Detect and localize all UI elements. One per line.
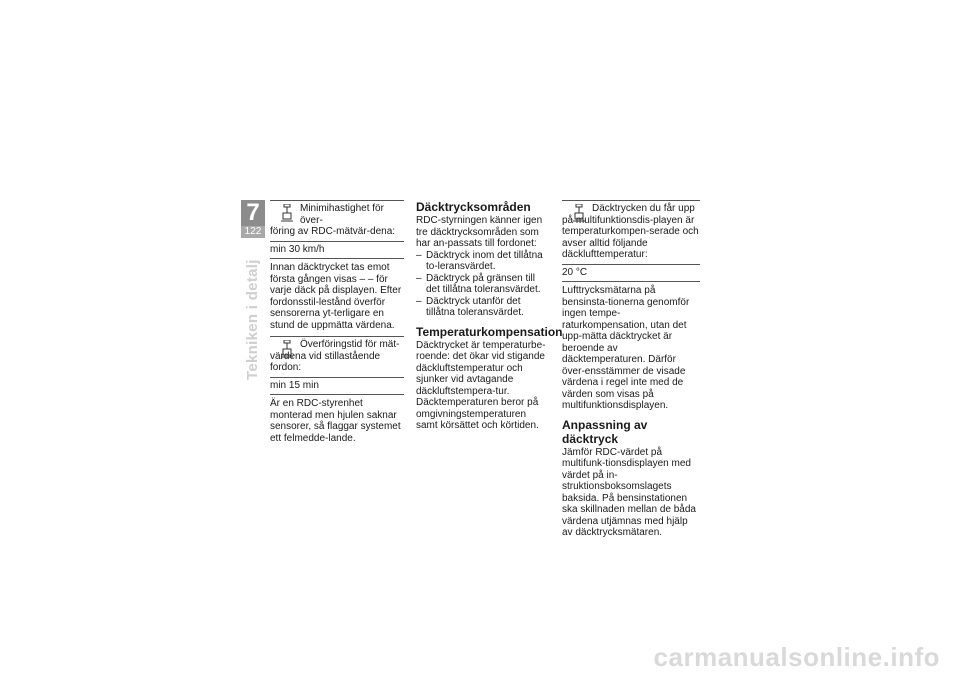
info-pressure-icon <box>280 340 294 358</box>
info-text-rest: föring av RDC-mätvär-dena: <box>270 226 396 237</box>
pressure-range-list <box>416 250 548 319</box>
info-text-line1: Överföringstid för mät- <box>300 339 400 350</box>
column-2 <box>416 200 563 432</box>
page-number: 122 <box>241 226 265 238</box>
list-item: – Däcktryck på gränsen till det tillåtna toleransvärdet. <box>416 273 548 296</box>
paragraph: Jämför RDC-värdet på multifunk-tionsdisplayen med värdet på in-struktionsboksomslagets baksida. På bensinstationen ska skillnaden mellan de båda värdena utjämnas med hjälp av däcktrycksmätaren. <box>562 446 696 538</box>
chapter-side-title: Tekniken i detalj <box>244 259 261 380</box>
paragraph: Är en RDC-styrenhet monterad men hjulen saknar sensorer, så flaggar systemet ett felmedde-lande. <box>270 398 401 444</box>
column-1 <box>270 200 404 444</box>
section-heading: Däcktrycksområden <box>416 200 531 214</box>
section-heading: Anpassning av däcktryck <box>562 417 648 446</box>
info-text-rest: värdena vid stillastående fordon: <box>270 350 381 373</box>
list-item: – Däcktryck utanför det tillåtna toleransvärdet. <box>416 296 548 319</box>
paragraph: RDC-styrningen känner igen tre däcktrycksområden som har an-passats till fordonet: <box>416 215 543 249</box>
info-value: min 30 km/h <box>270 241 404 259</box>
column-3 <box>562 200 700 539</box>
paragraph: Innan däcktrycket tas emot första gången visas – – för varje däck på displayen. Efter fordonsstil-lestånd överför sensorerna yt-terligare en stund de uppmätta värdena. <box>270 262 402 331</box>
info-pressure-icon <box>572 204 586 222</box>
info-box-temperature <box>562 200 700 282</box>
info-box-transfer-time <box>270 336 404 395</box>
chapter-badge <box>241 200 265 238</box>
info-pressure-icon <box>280 204 294 222</box>
info-value: 20 °C <box>562 264 700 282</box>
info-text-line1: Minimihastighet för över- <box>300 203 384 226</box>
info-box-min-speed <box>270 200 404 259</box>
chapter-number: 7 <box>246 199 260 226</box>
info-text-line1: Däcktrycken du får upp <box>592 203 695 214</box>
paragraph: Lufttrycksmätarna på bensinsta-tionerna genomför ingen tempe-raturkompensation, utan det upp-mätta däcktrycket är beroende av däcktemperaturen. Därför över-ensstämmer de visade värdena i regel inte med de värden som visas på multifunktionsdisplayen. <box>562 285 690 411</box>
watermark: carmanualsonline.info <box>653 642 940 672</box>
section-heading: Temperaturkompensation <box>416 324 563 339</box>
info-value: min 15 min <box>270 377 404 395</box>
info-text-rest: på multifunktionsdis-playen är temperaturkompen-serade och avser alltid följande däcklufttemperatur: <box>562 214 699 260</box>
paragraph: Däcktrycket är temperaturbe-roende: det ökar vid stigande däckluftstemperatur och sjunker vid avtagande däckluftstempera-tur. Däcktemperaturen beror på omgivningstemperaturen samt körsättet och körtiden. <box>416 339 546 431</box>
list-item: – Däcktryck inom det tillåtna to-leransvärdet. <box>416 250 548 273</box>
